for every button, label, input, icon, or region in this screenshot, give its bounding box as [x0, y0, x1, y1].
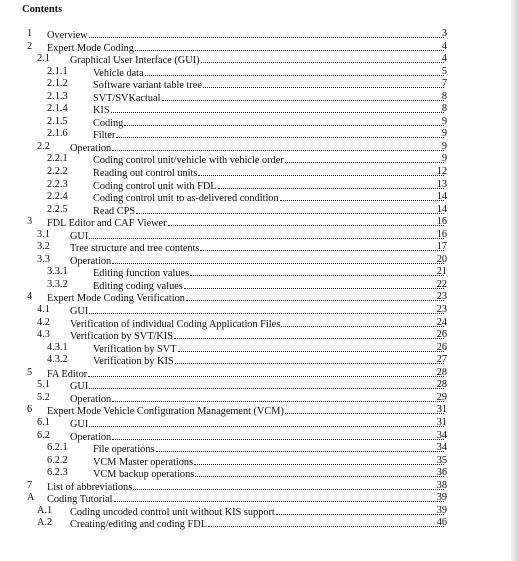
toc-entry-number: 4.3.2 — [47, 354, 68, 366]
dot-leader — [208, 517, 444, 527]
toc-entry-page: 38 — [436, 479, 447, 491]
toc-entry-number: 2.1.6 — [47, 128, 68, 140]
contents-heading: Contents — [22, 4, 63, 15]
toc-entry-title: Editing function values — [93, 268, 190, 280]
toc-entry[interactable] — [0, 266, 519, 279]
toc-entry[interactable] — [0, 166, 519, 179]
toc-entry-title: Creating/editing and coding FDL — [70, 519, 207, 531]
toc-entry-number: 2 — [27, 40, 33, 52]
toc-entry-title: Expert Mode Vehicle Configuration Management (VCM) — [47, 406, 284, 418]
toc-entry[interactable] — [0, 116, 519, 129]
toc-entry-number: A.2 — [37, 517, 53, 529]
toc-entry-page: 21 — [436, 266, 447, 278]
toc-entry-page: 35 — [436, 454, 447, 466]
dot-leader — [112, 430, 444, 440]
toc-entry-title: Tree structure and tree contents — [70, 243, 200, 255]
toc-entry-title: Coding uncoded control unit without KIS support — [70, 506, 275, 518]
toc-entry[interactable] — [0, 103, 519, 116]
toc-entry-title: Expert Mode Coding — [47, 42, 134, 54]
toc-entry[interactable] — [0, 367, 519, 380]
toc-entry-number: 6.2.1 — [47, 442, 68, 454]
toc-entry-page: 34 — [436, 442, 447, 454]
toc-entry-number: 6.2 — [37, 429, 50, 441]
toc-entry-title: Filter — [93, 130, 116, 142]
toc-entry-title: FA Editor — [47, 368, 88, 380]
dot-leader — [89, 417, 444, 427]
toc-entry-page: 4 — [441, 40, 447, 52]
toc-entry[interactable] — [0, 216, 519, 229]
toc-entry-title: Operation — [70, 142, 112, 154]
toc-entry-title: Verification by SVT/KIS — [70, 331, 173, 343]
toc-entry[interactable] — [0, 78, 519, 91]
dot-leader — [201, 53, 445, 63]
toc-entry-title: Verification of individual Coding Application Files — [70, 318, 281, 330]
toc-entry-title: Graphical User Interface (GUI) — [70, 55, 200, 67]
toc-entry[interactable] — [0, 342, 519, 355]
toc-entry-page: 31 — [436, 404, 447, 416]
dot-leader — [112, 141, 444, 151]
toc-entry-title: Verification by SVT — [93, 343, 177, 355]
toc-entry[interactable] — [0, 392, 519, 405]
toc-entry-title: FDL Editor and CAF Viewer — [47, 218, 167, 230]
toc-entry-number: 3 — [27, 216, 33, 228]
toc-entry-title: GUI — [70, 381, 89, 393]
toc-entry-page: 36 — [436, 467, 447, 479]
toc-entry-page: 12 — [436, 166, 447, 178]
toc-entry-number: 3.2 — [37, 241, 50, 253]
dot-leader — [89, 304, 444, 314]
toc-entry-title: Coding — [93, 117, 124, 129]
toc-entry-title: List of abbreviations — [47, 481, 133, 493]
toc-entry-title: Coding control unit/vehicle with vehicle order — [93, 155, 284, 167]
toc-entry[interactable] — [0, 66, 519, 79]
dot-leader — [112, 392, 444, 402]
toc-entry-number: 2.2.4 — [47, 191, 68, 203]
toc-entry[interactable] — [0, 442, 519, 455]
toc-entry[interactable] — [0, 467, 519, 480]
dot-leader — [198, 166, 444, 176]
dot-leader — [285, 153, 444, 163]
toc-entry-number: 4.1 — [37, 304, 50, 316]
toc-entry-title: GUI — [70, 418, 89, 430]
toc-entry-number: 2.1.3 — [47, 90, 68, 102]
toc-entry-page: 28 — [436, 366, 447, 378]
toc-entry-number: 2.1 — [37, 53, 50, 65]
toc-entry-page: 26 — [436, 341, 447, 353]
dot-leader — [280, 191, 444, 201]
toc-entry-number: 6.1 — [37, 416, 50, 428]
toc-entry-page: 39 — [436, 492, 447, 504]
toc-entry-number: 4.2 — [37, 316, 50, 328]
toc-entry[interactable] — [0, 241, 519, 254]
toc-entry[interactable] — [0, 141, 519, 154]
toc-entry[interactable] — [0, 254, 519, 267]
toc-list — [0, 28, 519, 530]
toc-entry-number: 3.3.2 — [47, 278, 68, 290]
dot-leader — [195, 467, 444, 477]
toc-entry-number: 2.1.2 — [47, 78, 68, 90]
toc-entry[interactable] — [0, 379, 519, 392]
toc-entry-title: Reading out control units — [93, 168, 198, 180]
toc-entry-page: 39 — [436, 504, 447, 516]
toc-entry-page: 9 — [441, 153, 447, 165]
toc-entry[interactable] — [0, 417, 519, 430]
toc-entry[interactable] — [0, 91, 519, 104]
toc-entry-number: 3.3.1 — [47, 266, 68, 278]
toc-entry-title: Coding control unit to as-delivered condition — [93, 193, 279, 205]
toc-entry[interactable] — [0, 291, 519, 304]
toc-entry[interactable] — [0, 128, 519, 141]
toc-entry-page: 5 — [441, 65, 447, 77]
toc-entry[interactable] — [0, 430, 519, 443]
dot-leader — [162, 91, 445, 101]
toc-entry-number: 2.1.1 — [47, 65, 68, 77]
dot-leader — [174, 329, 444, 339]
toc-entry-number: 3.1 — [37, 228, 50, 240]
dot-leader — [200, 241, 444, 251]
toc-entry-title: Read CPS — [93, 205, 136, 217]
toc-entry-page: 14 — [436, 203, 447, 215]
dot-leader — [178, 342, 444, 352]
toc-entry-number: 3.3 — [37, 253, 50, 265]
toc-entry-title: GUI — [70, 306, 89, 318]
dot-leader — [190, 266, 444, 276]
toc-entry-page: 28 — [436, 379, 447, 391]
toc-entry[interactable] — [0, 354, 519, 367]
toc-entry-number: 5.2 — [37, 391, 50, 403]
toc-entry-title: Coding Tutorial — [47, 494, 113, 506]
toc-entry-page: 4 — [441, 53, 447, 65]
toc-entry[interactable] — [0, 41, 519, 54]
dot-leader — [114, 492, 444, 502]
toc-entry-title: Software variant table tree — [93, 80, 202, 92]
dot-leader — [186, 291, 444, 301]
toc-entry-page: 9 — [441, 115, 447, 127]
dot-leader — [218, 179, 444, 189]
toc-entry-page: 23 — [436, 291, 447, 303]
toc-entry-number: 6.2.2 — [47, 454, 68, 466]
toc-entry-page: 34 — [436, 429, 447, 441]
toc-entry-title: VCM backup operations — [93, 469, 195, 481]
dot-leader — [285, 404, 444, 414]
toc-entry-number: 2.2.2 — [47, 166, 68, 178]
toc-entry-title: Operation — [70, 431, 112, 443]
toc-entry-number: 5 — [27, 366, 33, 378]
toc-entry-title: Expert Mode Coding Verification — [47, 293, 185, 305]
toc-entry[interactable] — [0, 304, 519, 317]
toc-entry-page: 16 — [436, 228, 447, 240]
toc-entry-page: 13 — [436, 178, 447, 190]
toc-entry-title: Vehicle data — [93, 67, 144, 79]
toc-entry-page: 23 — [436, 304, 447, 316]
toc-entry-title: Operation — [70, 393, 112, 405]
toc-entry-number: 6.2.3 — [47, 467, 68, 479]
dot-leader — [175, 354, 444, 364]
dot-leader — [88, 367, 444, 377]
toc-entry[interactable] — [0, 204, 519, 217]
toc-entry-title: Operation — [70, 255, 112, 267]
toc-entry-page: 8 — [441, 90, 447, 102]
toc-entry-title: GUI — [70, 230, 89, 242]
toc-entry-number: 2.2 — [37, 140, 50, 152]
toc-entry[interactable] — [0, 229, 519, 242]
toc-entry[interactable] — [0, 517, 519, 530]
toc-entry-page: 46 — [436, 517, 447, 529]
toc-entry-page: 9 — [441, 140, 447, 152]
toc-entry-title: Coding control unit with FDL — [93, 180, 217, 192]
dot-leader — [89, 379, 444, 389]
dot-leader — [116, 128, 444, 138]
toc-entry-page: 17 — [436, 241, 447, 253]
toc-entry-number: 2.2.5 — [47, 203, 68, 215]
toc-entry[interactable] — [0, 329, 519, 342]
toc-entry[interactable] — [0, 179, 519, 192]
dot-leader — [133, 480, 444, 490]
toc-entry-page: 9 — [441, 128, 447, 140]
toc-entry-number: A — [27, 492, 35, 504]
toc-entry[interactable] — [0, 455, 519, 468]
toc-entry-page: 14 — [436, 191, 447, 203]
toc-entry-title: KIS — [93, 105, 110, 117]
toc-entry-title: Verification by KIS — [93, 356, 174, 368]
page-edge-shadow — [511, 0, 519, 561]
dot-leader — [89, 28, 444, 38]
toc-entry-number: 4.3.1 — [47, 341, 68, 353]
dot-leader — [124, 116, 444, 126]
toc-entry-number: 7 — [27, 479, 33, 491]
dot-leader — [136, 204, 444, 214]
toc-entry[interactable] — [0, 317, 519, 330]
dot-leader — [89, 229, 444, 239]
dot-leader — [203, 78, 444, 88]
toc-entry-page: 27 — [436, 354, 447, 366]
dot-leader — [168, 216, 445, 226]
dot-leader — [145, 66, 444, 76]
toc-entry-number: 1 — [27, 28, 33, 39]
toc-entry-page: 24 — [436, 316, 447, 328]
toc-entry[interactable] — [0, 191, 519, 204]
toc-entry-number: 6 — [27, 404, 33, 416]
toc-entry-page: 8 — [441, 103, 447, 115]
toc-entry-number: 5.1 — [37, 379, 50, 391]
toc-entry-title: VCM Master operations — [93, 456, 194, 468]
dot-leader — [156, 442, 445, 452]
dot-leader — [276, 505, 444, 515]
toc-entry-page: 20 — [436, 253, 447, 265]
toc-entry-page: 7 — [441, 78, 447, 90]
toc-entry-page: 22 — [436, 278, 447, 290]
toc-entry[interactable] — [0, 28, 519, 41]
dot-leader — [281, 317, 444, 327]
toc-entry-number: 4.3 — [37, 329, 50, 341]
toc-entry-title: File operations — [93, 444, 155, 456]
toc-entry[interactable] — [0, 279, 519, 292]
toc-entry-number: 4 — [27, 291, 33, 303]
toc-entry-page: 29 — [436, 391, 447, 403]
dot-leader — [184, 279, 444, 289]
toc-entry[interactable] — [0, 153, 519, 166]
toc-entry-page: 3 — [441, 28, 447, 39]
dot-leader — [112, 254, 444, 264]
toc-entry-page: 16 — [436, 216, 447, 228]
toc-entry[interactable] — [0, 404, 519, 417]
toc-entry-number: 2.2.1 — [47, 153, 68, 165]
dot-leader — [135, 41, 444, 51]
toc-entry-title: SVT/SVKactual — [93, 92, 161, 104]
toc-entry-number: A.1 — [37, 504, 53, 516]
toc-entry-number: 2.2.3 — [47, 178, 68, 190]
toc-entry[interactable] — [0, 492, 519, 505]
toc-entry-number: 2.1.4 — [47, 103, 68, 115]
toc-entry-title: Editing coding values — [93, 280, 183, 292]
toc-entry-page: 26 — [436, 329, 447, 341]
toc-entry[interactable] — [0, 480, 519, 493]
dot-leader — [194, 455, 444, 465]
toc-entry-page: 31 — [436, 416, 447, 428]
toc-entry[interactable] — [0, 505, 519, 518]
toc-entry-number: 2.1.5 — [47, 115, 68, 127]
toc-entry-title: Overview — [47, 30, 88, 41]
toc-entry[interactable] — [0, 53, 519, 66]
dot-leader — [111, 103, 444, 113]
